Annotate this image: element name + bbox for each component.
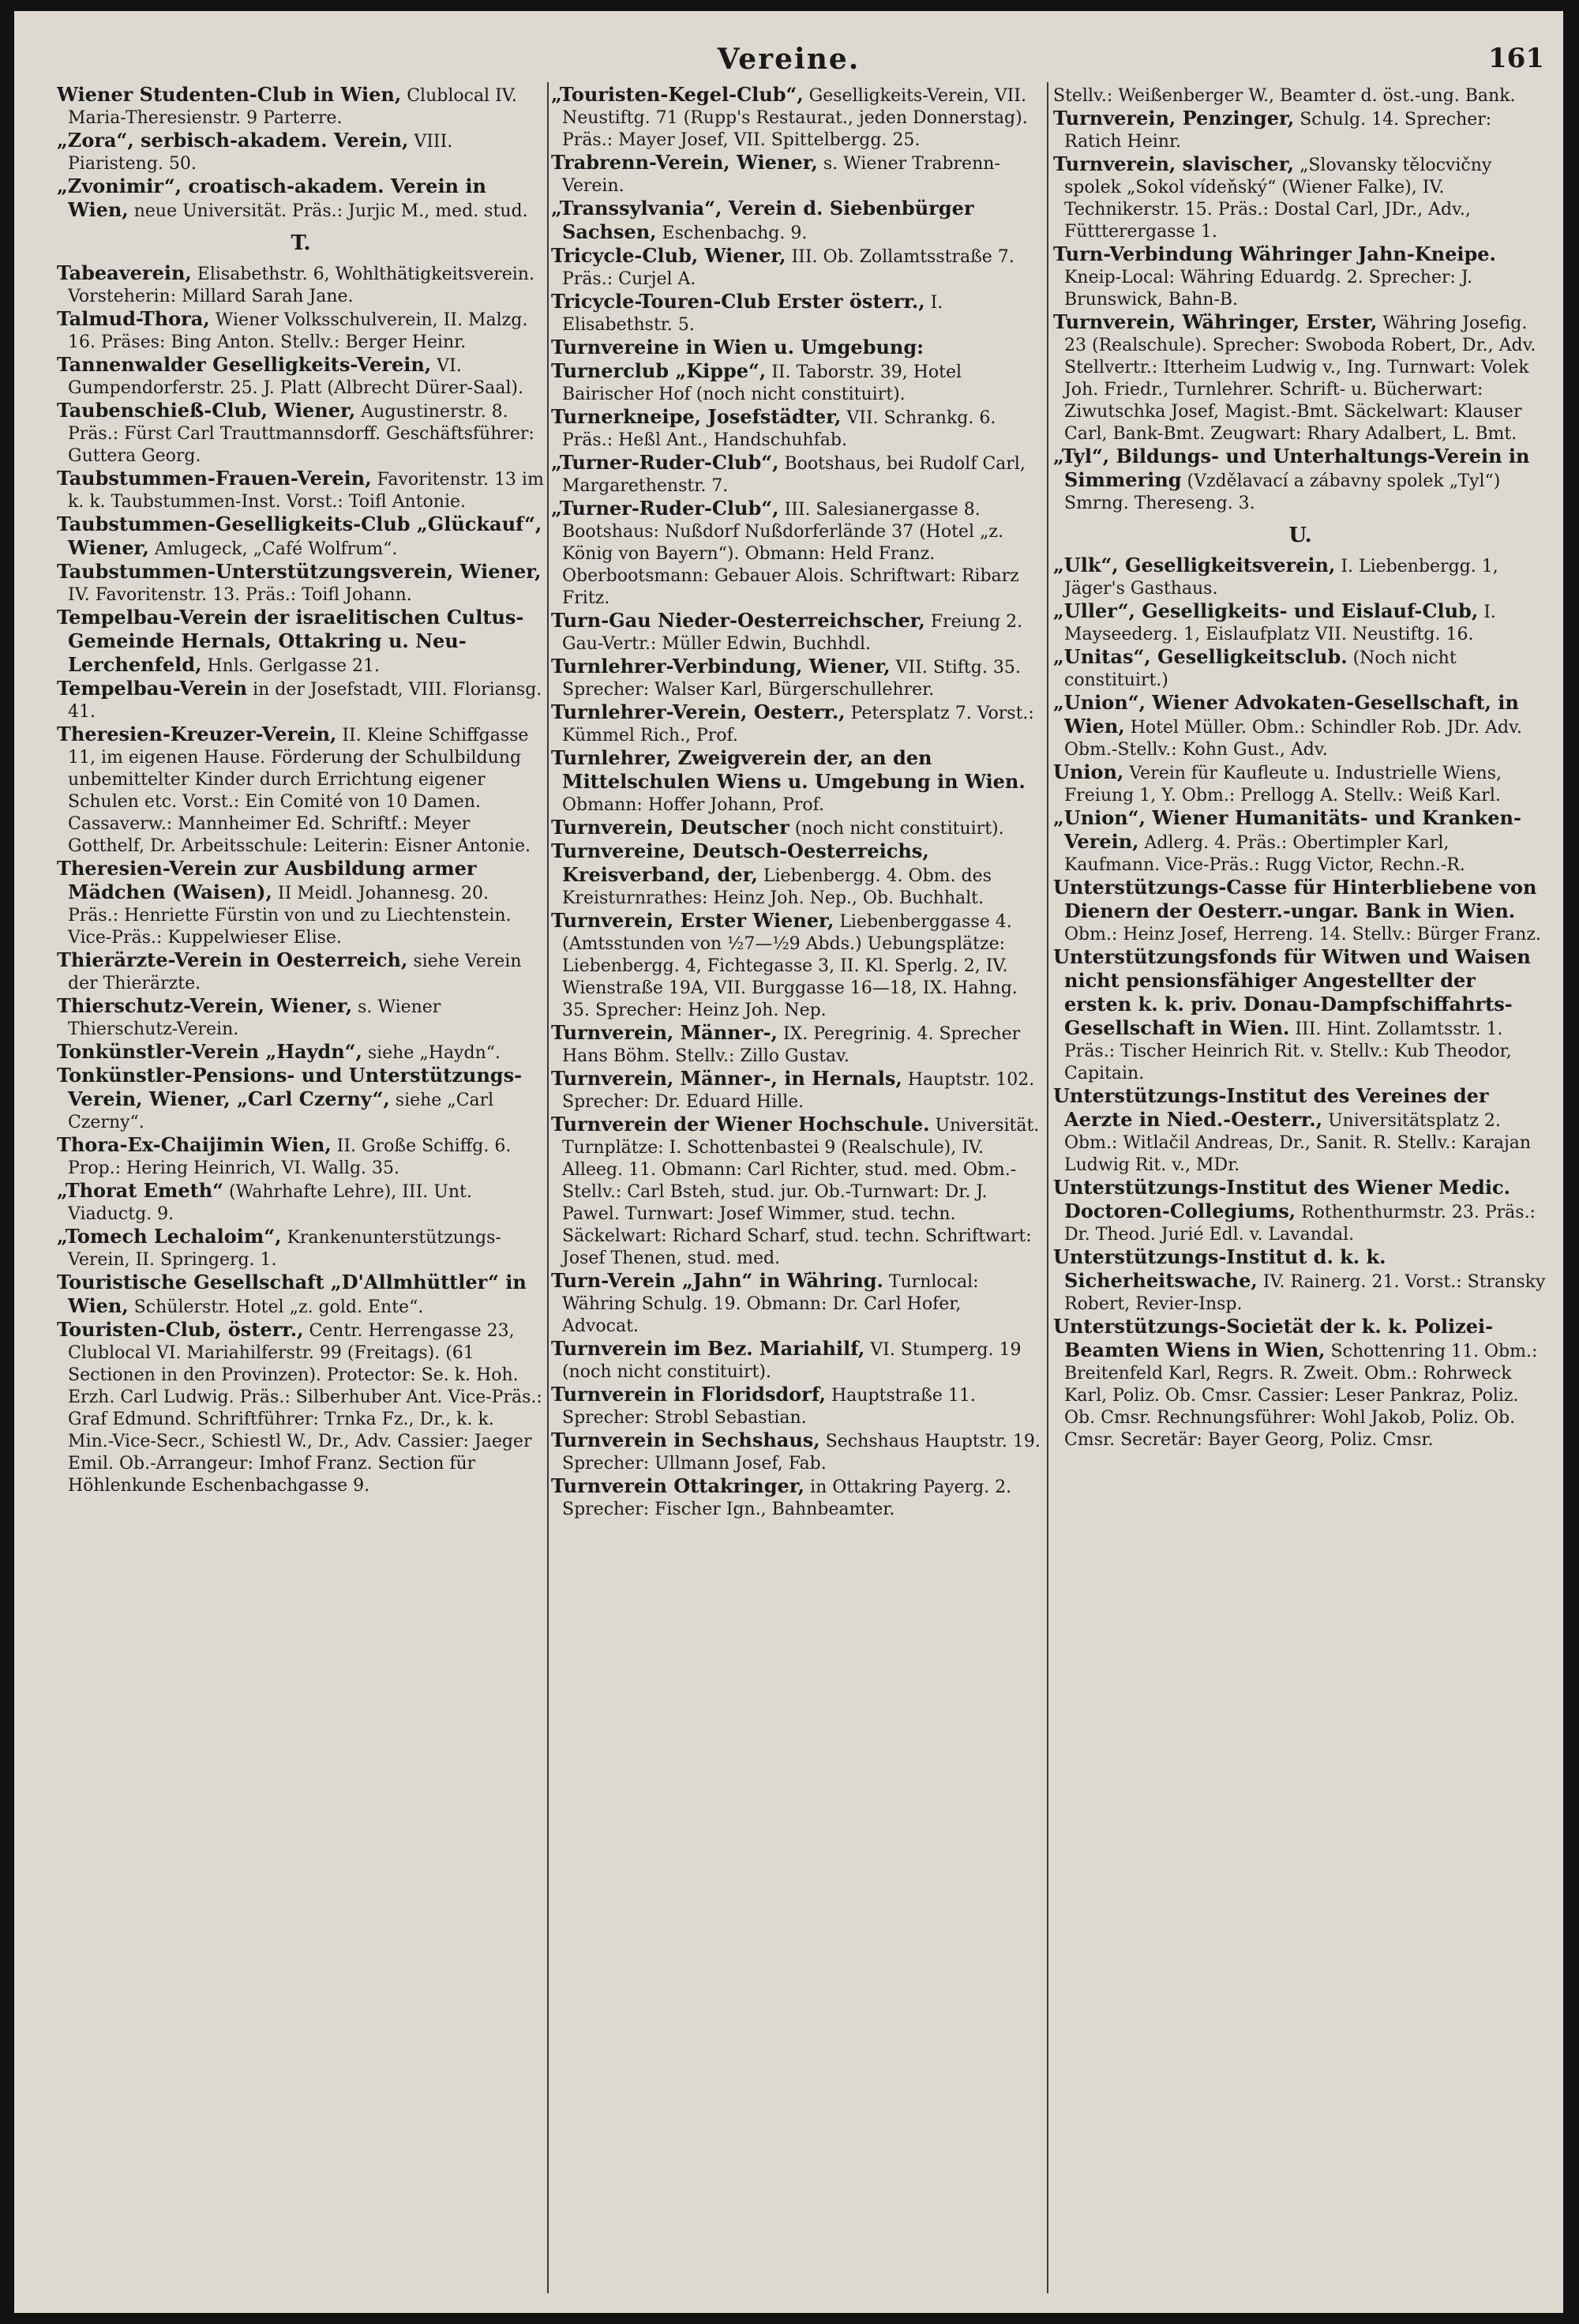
entry-details: Universität. Turnplätze: I. Schottenbastei 9 (Realschule), IV. Alleeg. 11. Obmann: Carl Richter, stud. med. Obm.-Stellv.: Carl Bsteh, stud. jur. Ob.-Turnwart: Dr. J. Pawel. Turnwart: Josef Wimmer, stud. techn. Säckelwart: Richard Scharf, stud. techn. Schriftwart: Josef Thenen, stud. med.: [562, 1116, 1040, 1268]
entry-details: Clublocal IV. Maria-Theresienstr. 9 Parterre.: [68, 86, 517, 128]
directory-entry: [57, 1041, 545, 1064]
directory-entry: [551, 1338, 1041, 1384]
directory-entry: [57, 995, 545, 1041]
entry-details: VII. Stiftg. 35. Sprecher: Walser Karl, Bürgerschullehrer.: [562, 658, 1021, 700]
directory-entry: [1053, 107, 1547, 153]
directory-entry: [1053, 646, 1547, 692]
entry-name: Turnverein, Penzinger,: [1053, 107, 1295, 130]
directory-entry: [57, 1064, 545, 1134]
entry-details: VII. Schrankg. 6. Präs.: Heßl Ant., Handschuhfab.: [562, 408, 996, 450]
entry-name: Turnverein, Erster Wiener,: [551, 909, 835, 932]
page-title: Vereine.: [717, 43, 861, 76]
directory-entry: [551, 747, 1041, 817]
directory-entry: [57, 858, 545, 949]
entry-name: „Tomech Lechaloim“,: [57, 1225, 282, 1248]
directory-entry: [551, 360, 1041, 406]
column-2: [551, 84, 1041, 2295]
entry-details: (Noch nicht constituirt.): [1064, 648, 1457, 690]
entry-details: siehe Verein der Thierärzte.: [68, 952, 522, 993]
directory-entry: [57, 1271, 545, 1319]
entry-details: Amlugeck, „Café Wolfrum“.: [154, 539, 398, 559]
entry-name: Turnlehrer-Verbindung, Wiener,: [551, 655, 891, 678]
column-3: [1053, 84, 1547, 2295]
entry-name: Tricycle-Touren-Club Erster österr.,: [551, 290, 925, 313]
entry-name: „Union“, Wiener Advokaten-Gesellschaft, in Wien,: [1053, 691, 1519, 738]
entry-details: III. Ob. Zollamtsstraße 7. Präs.: Curjel A.: [562, 247, 1015, 289]
entry-name: Union,: [1053, 760, 1124, 783]
entry-details: (Vzdělavací a zábavny spolek „Tyl“) Smrng. Thereseng. 3.: [1064, 471, 1501, 513]
entry-name: Turnverein, Währinger, Erster,: [1053, 310, 1378, 333]
directory-entry: [551, 84, 1041, 152]
entry-name: Taubstummen-Geselligkeits-Club „Glückauf“, Wiener,: [57, 512, 542, 559]
entry-name: Tricycle-Club, Wiener,: [551, 244, 786, 267]
entry-name: Turnvereine, Deutsch-Oesterreichs, Kreisverband, der,: [551, 839, 929, 886]
entry-details: I. Mayseederg. 1, Eislaufplatz VII. Neustiftg. 16.: [1064, 603, 1496, 644]
entry-name: Trabrenn-Verein, Wiener,: [551, 151, 818, 174]
directory-entry: [551, 610, 1041, 655]
entry-details: Augustinerstr. 8. Präs.: Fürst Carl Trauttmannsdorff. Geschäftsführer: Guttera Georg.: [68, 402, 534, 466]
entry-name: Turnverein, Deutscher: [551, 816, 790, 839]
entry-name: Turnvereine in Wien u. Umgebung:: [551, 336, 925, 359]
entry-name: Turnverein im Bez. Mariahilf,: [551, 1337, 865, 1360]
directory-entry: [57, 175, 545, 223]
entry-name: Turnerclub „Kippe“,: [551, 359, 767, 382]
column-1: [57, 84, 545, 2295]
entry-details: Hnls. Gerlgasse 21.: [207, 656, 381, 676]
entry-details: Freiung 2. Gau-Vertr.: Müller Edwin, Buchhdl.: [562, 612, 1023, 654]
entry-name: Thierschutz-Verein, Wiener,: [57, 994, 353, 1017]
entry-name: Turnlehrer-Verein, Oesterr.,: [551, 700, 846, 723]
entry-name: Wiener Studenten-Club in Wien,: [57, 84, 402, 106]
directory-entry: [57, 513, 545, 561]
directory-entry: [551, 406, 1041, 452]
entry-name: Tempelbau-Verein der israelitischen Cultus-Gemeinde Hernals, Ottakring u. Neu-Lerchenfeld,: [57, 606, 524, 676]
entry-name: Turnerkneipe, Josefstädter,: [551, 405, 842, 428]
entry-details: VI. Gumpendorferstr. 25. J. Platt (Albrecht Dürer-Saal).: [68, 356, 523, 398]
entry-details: I. Liebenbergg. 1, Jäger's Gasthaus.: [1064, 557, 1498, 599]
entry-details: Adlerg. 4. Präs.: Obertimpler Karl, Kaufmann. Vice-Präs.: Rugg Victor, Rechn.-R.: [1064, 833, 1465, 875]
entry-name: Turn-Verein „Jahn“ in Währing.: [551, 1269, 883, 1292]
entry-details: Stellv.: Weißenberger W., Beamter d. öst.-ung. Bank.: [1053, 86, 1516, 106]
entry-name: Thierärzte-Verein in Oesterreich,: [57, 948, 408, 971]
directory-entry: [1053, 243, 1547, 311]
entry-details: in der Josefstadt, VIII. Floriansg. 41.: [68, 680, 542, 722]
entry-details: II. Taborstr. 39, Hotel Bairischer Hof (noch nicht constituirt).: [562, 362, 962, 404]
directory-entry: [1053, 1316, 1547, 1451]
entry-details: s. Wiener Trabrenn-Verein.: [562, 154, 1000, 196]
entry-details: Krankenunterstützungs-Verein, II. Springerg. 1.: [68, 1228, 501, 1270]
directory-entry: [57, 723, 545, 858]
entry-details: III. Hint. Zollamtsstr. 1. Präs.: Tischer Heinrich Rit. v. Stellv.: Kub Theodor, Capitain.: [1064, 1019, 1512, 1083]
entry-name: Unterstützungs-Institut d. k. k. Sicherheitswache,: [1053, 1245, 1386, 1292]
directory-entry: [1053, 600, 1547, 646]
directory-entry: [1053, 153, 1547, 243]
section-letter: T.: [291, 231, 311, 255]
directory-entry: [1053, 311, 1547, 445]
entry-name: „Unitas“, Geselligkeitsclub.: [1053, 645, 1348, 668]
entry-details: s. Wiener Thierschutz-Verein.: [68, 997, 441, 1039]
entry-details: Rothenthurmstr. 23. Präs.: Dr. Theod. Jurié Edl. v. Lavandal.: [1064, 1203, 1536, 1245]
entry-name: Unterstützungsfonds für Witwen und Waisen nicht pensionsfähiger Angestellter der ersten k. k. priv. Donau-Dampfschiffahrts-Gesellschaft in Wien.: [1053, 945, 1531, 1039]
entry-name: Turnverein in Floridsdorf,: [551, 1383, 826, 1406]
page-header: [14, 43, 1563, 79]
entry-details: Obm.: Heinz Josef, Herreng. 14. Stellv.: Bürger Franz.: [1064, 925, 1541, 944]
section-letter: U.: [1288, 524, 1312, 547]
directory-entry: [57, 308, 545, 354]
directory-entry: [57, 467, 545, 513]
directory-page: [14, 11, 1563, 2313]
directory-entry: [1053, 1246, 1547, 1316]
entry-name: Turn-Verbindung Währinger Jahn-Kneipe.: [1053, 242, 1496, 265]
entry-details: IV. Favoritenstr. 13. Präs.: Toifl Johann.: [68, 585, 412, 605]
entry-details: Obmann: Hoffer Johann, Prof.: [562, 795, 825, 815]
directory-entry: [551, 1068, 1041, 1113]
directory-entry: [57, 1319, 545, 1497]
directory-entry: [1053, 807, 1547, 877]
directory-entry: [551, 840, 1041, 910]
directory-entry: [551, 655, 1041, 701]
directory-entry: [1053, 445, 1547, 515]
directory-entry: [57, 400, 545, 467]
directory-entry: [1053, 1085, 1547, 1177]
page-number: 161: [1488, 43, 1544, 74]
entry-name: „Transsylvania“, Verein d. Siebenbürger Sachsen,: [551, 197, 974, 243]
entry-name: Turnverein Ottakringer,: [551, 1474, 805, 1497]
entry-details: II. Große Schiffg. 6. Prop.: Hering Heinrich, VI. Wallg. 35.: [68, 1136, 512, 1178]
entry-details: siehe „Haydn“.: [367, 1043, 501, 1063]
entry-details: II. Kleine Schiffgasse 11, im eigenen Hause. Förderung der Schulbildung unbemittelter Kinder durch Errichtung eigener Schulen etc. Vorst.: Ein Comité von 10 Damen. Cassaverw.: Mannheimer Ed. Schriftf.: Meyer Gotthelf, Dr. Arbeitsschule: Leiterin: Eisner Antonie.: [68, 726, 531, 856]
entry-details: Hauptstr. 102. Sprecher: Dr. Eduard Hille.: [562, 1070, 1035, 1112]
entry-details: (noch nicht constituirt).: [794, 819, 1004, 839]
directory-entry: [57, 1134, 545, 1180]
entry-name: „Union“, Wiener Humanitäts- und Kranken-Verein,: [1053, 806, 1521, 853]
entry-name: „Turner-Ruder-Club“,: [551, 497, 779, 520]
entry-details: Favoritenstr. 13 im k. k. Taubstummen-Inst. Vorst.: Toifl Antonie.: [68, 470, 544, 512]
directory-entry: [57, 1226, 545, 1271]
directory-entry: [57, 262, 545, 308]
entry-details: Währing Josefig. 23 (Realschule). Sprecher: Swoboda Robert, Dr., Adv. Stellvertr.: Itterheim Ludwig v., Ing. Turnwart: Volek Joh. Friedr., Turnlehrer. Schrift- u. Bücherwart: Ziwutschka Josef, Magist.-Bmt. Säckelwart: Klauser Carl, Bank-Bmt. Zeugwart: Rhary Adalbert, L. Bmt.: [1064, 313, 1536, 444]
entry-name: Turnlehrer, Zweigverein der, an den Mittelschulen Wiens u. Umgebung in Wien.: [551, 746, 1026, 793]
directory-entry: [551, 245, 1041, 291]
directory-entry: [551, 336, 1041, 360]
entry-details: Hotel Müller. Obm.: Schindler Rob. JDr. Adv. Obm.-Stellv.: Kohn Gust., Adv.: [1064, 718, 1522, 760]
directory-entry: [551, 197, 1041, 245]
directory-entry: [551, 910, 1041, 1022]
entry-name: Turnverein, slavischer,: [1053, 152, 1294, 175]
entry-details: Elisabethstr. 6, Wohlthätigkeitsverein. Vorsteherin: Millard Sarah Jane.: [68, 265, 534, 306]
entry-details: Eschenbachg. 9.: [662, 223, 808, 243]
entry-name: Unterstützungs-Casse für Hinterbliebene von Dienern der Oesterr.-ungar. Bank in Wien.: [1053, 876, 1537, 922]
directory-entry: [1053, 877, 1547, 946]
entry-name: Talmud-Thora,: [57, 307, 210, 330]
entry-details: II Meidl. Johannesg. 20. Präs.: Henriette Fürstin von und zu Liechtenstein. Vice-Präs.: Kuppelwieser Elise.: [68, 884, 512, 948]
entry-details: Sechshaus Hauptstr. 19. Sprecher: Ullmann Josef, Fab.: [562, 1432, 1041, 1474]
directory-entry: [57, 130, 545, 175]
directory-entry: [551, 1429, 1041, 1475]
entry-details: III. Salesianergasse 8. Bootshaus: Nußdorf Nußdorferlände 37 (Hotel „z. König von Bayern“). Obmann: Held Franz. Oberbootsmann: Gebauer Alois. Schriftwart: Ribarz Fritz.: [562, 500, 1019, 608]
entry-name: Tabeaverein,: [57, 261, 192, 284]
directory-entry: [1053, 761, 1547, 807]
entry-name: „Uller“, Geselligkeits- und Eislauf-Club,: [1053, 599, 1479, 622]
entry-name: Theresien-Kreuzer-Verein,: [57, 723, 337, 745]
directory-entry: [57, 678, 545, 723]
entry-name: „Ulk“, Geselligkeitsverein,: [1053, 554, 1336, 576]
directory-entry: [1053, 84, 1547, 107]
entry-details: IX. Peregrinig. 4. Sprecher Hans Böhm. Stellv.: Zillo Gustav.: [562, 1024, 1021, 1066]
entry-details: Centr. Herrengasse 23, Clublocal VI. Mariahilferstr. 99 (Freitags). (61 Sectionen in den Provinzen). Protector: Se. k. Hoh. Erzh. Carl Ludwig. Präs.: Silberhuber Ant. Vice-Präs.: Graf Edmund. Schriftführer: Trnka Fz., Dr., k. k. Min.-Vice-Secr., Schiestl W., Dr., Adv. Cassier: Jaeger Emil. Ob.-Arrangeur: Imhof Franz. Section für Höhlenkunde Eschenbachgasse 9.: [68, 1321, 542, 1496]
directory-entry: [57, 561, 545, 606]
entry-name: „Turner-Ruder-Club“,: [551, 451, 779, 474]
entry-name: „Touristen-Kegel-Club“,: [551, 84, 804, 106]
directory-entry: [551, 817, 1041, 840]
entry-details: Petersplatz 7. Vorst.: Kümmel Rich., Prof.: [562, 704, 1034, 745]
directory-entry: [551, 452, 1041, 497]
column-divider: [1047, 82, 1048, 2293]
entry-name: „Thorat Emeth“: [57, 1179, 223, 1202]
entry-details: Schottenring 11. Obm.: Breitenfeld Karl, Regrs. R. Zweit. Obm.: Rohrweck Karl, Poliz. Ob. Cmsr. Cassier: Leser Pankraz, Poliz. Ob. Cmsr. Rechnungsführer: Wohl Jakob, Poliz. Ob. Cmsr. Secretär: Bayer Georg, Poliz. Cmsr.: [1064, 1342, 1538, 1450]
entry-details: Turnlocal: Währing Schulg. 19. Obmann: Dr. Carl Hofer, Advocat.: [562, 1272, 979, 1336]
entry-name: Turnverein, Männer-, in Hernals,: [551, 1067, 902, 1090]
entry-details: Geselligkeits-Verein, VII. Neustiftg. 71 (Rupp's Restaurat., jeden Donnerstag). Präs.: Mayer Josef, VII. Spittelbergg. 25.: [562, 86, 1028, 150]
entry-details: neue Universität. Präs.: Jurjic M., med. stud.: [133, 201, 528, 221]
directory-entry: [551, 701, 1041, 747]
directory-entry: [57, 84, 545, 130]
entry-name: „Zora“, serbisch-akadem. Verein,: [57, 129, 409, 152]
directory-entry: [551, 1270, 1041, 1338]
directory-entry: [1053, 554, 1547, 600]
directory-entry: [57, 949, 545, 995]
column-divider: [547, 82, 549, 2293]
entry-details: Universitätsplatz 2. Obm.: Witlačil Andreas, Dr., Sanit. R. Stellv.: Karajan Ludwig Rit. v., MDr.: [1064, 1111, 1532, 1175]
entry-details: VI. Stumperg. 19 (noch nicht constituirt).: [562, 1340, 1022, 1382]
entry-name: Taubenschieß-Club, Wiener,: [57, 399, 356, 422]
entry-name: „Tyl“, Bildungs- und Unterhaltungs-Verein in Simmering: [1053, 445, 1530, 491]
entry-name: Tonkünstler-Verein „Haydn“,: [57, 1040, 362, 1063]
entry-name: Tempelbau-Verein: [57, 677, 248, 700]
directory-entry: [551, 1384, 1041, 1429]
directory-entry: [1053, 692, 1547, 761]
entry-name: Taubstummen-Frauen-Verein,: [57, 467, 372, 490]
entry-name: Tannenwalder Geselligkeits-Verein,: [57, 353, 432, 376]
entry-details: Hauptstraße 11. Sprecher: Strobl Sebastian.: [562, 1386, 976, 1428]
entry-details: Kneip-Local: Währing Eduardg. 2. Sprecher: J. Brunswick, Bahn-B.: [1064, 268, 1472, 310]
entry-name: Theresien-Verein zur Ausbildung armer Mädchen (Waisen),: [57, 857, 477, 903]
entry-details: Schulg. 14. Sprecher: Ratich Heinr.: [1064, 110, 1492, 152]
entry-name: Thora-Ex-Chaijimin Wien,: [57, 1133, 332, 1156]
entry-details: IV. Rainerg. 21. Vorst.: Stransky Robert, Revier-Insp.: [1064, 1272, 1546, 1314]
entry-name: Unterstützungs-Societät der k. k. Polizei-Beamten Wiens in Wien,: [1053, 1315, 1494, 1361]
entry-details: VIII. Piaristeng. 50.: [68, 132, 453, 174]
entry-name: Turnverein, Männer-,: [551, 1021, 778, 1044]
directory-entry: [551, 1113, 1041, 1270]
entry-name: Unterstützungs-Institut des Vereines der Aerzte in Nied.-Oesterr.,: [1053, 1084, 1489, 1131]
directory-entry: [1053, 1177, 1547, 1246]
entry-details: siehe „Carl Czerny“.: [68, 1091, 494, 1132]
entry-name: Taubstummen-Unterstützungsverein, Wiener,: [57, 560, 542, 583]
entry-details: Schülerstr. Hotel „z. gold. Ente“.: [133, 1297, 424, 1317]
entry-details: Wiener Volksschulverein, II. Malzg. 16. Präses: Bing Anton. Stellv.: Berger Heinr.: [68, 310, 528, 352]
directory-entry: [1053, 946, 1547, 1085]
entry-name: Turn-Gau Nieder-Oesterreichscher,: [551, 609, 925, 632]
directory-entry: [551, 1475, 1041, 1521]
entry-name: Touristen-Club, österr.,: [57, 1318, 304, 1341]
entry-name: Touristische Gesellschaft „D'Allmhüttler“ in Wien,: [57, 1271, 527, 1317]
directory-entry: [57, 606, 545, 678]
directory-entry: [551, 497, 1041, 610]
entry-name: Unterstützungs-Institut des Wiener Medic. Doctoren-Collegiums,: [1053, 1176, 1510, 1222]
directory-entry: [57, 354, 545, 400]
directory-entry: [551, 152, 1041, 197]
directory-entry: [57, 1180, 545, 1226]
entry-details: Liebenbergg. 4. Obm. des Kreisturnrathes: Heinz Joh. Nep., Ob. Buchhalt.: [562, 866, 992, 908]
entry-details: Bootshaus, bei Rudolf Carl, Margarethenstr. 7.: [562, 454, 1026, 496]
entry-name: Turnverein in Sechshaus,: [551, 1429, 820, 1451]
entry-name: „Zvonimir“, croatisch-akadem. Verein in Wien,: [57, 175, 486, 221]
entry-details: Liebenberggasse 4. (Amtsstunden von ½7—½9 Abds.) Uebungsplätze: Liebenbergg. 4, Fichtegasse 3, II. Kl. Sperlg. 2, IV. Wienstraße 19A, VII. Burggasse 16—18, IX. Hahng. 35. Sprecher: Heinz Joh. Nep.: [562, 912, 1018, 1020]
directory-entry: [551, 1022, 1041, 1068]
entry-name: Tonkünstler-Pensions- und Unterstützungs-Verein, Wiener, „Carl Czerny“,: [57, 1064, 523, 1110]
directory-entry: [551, 291, 1041, 336]
entry-details: I. Elisabethstr. 5.: [562, 293, 943, 335]
entry-details: „Slovansky tělocvičny spolek „Sokol vídeňský“ (Wiener Falke), IV. Technikerstr. 15. Präs.: Dostal Carl, JDr., Adv., Füttterergasse 1.: [1064, 156, 1492, 242]
entry-details: Verein für Kaufleute u. Industrielle Wiens, Freiung 1, Y. Obm.: Prellogg A. Stellv.: Weiß Karl.: [1064, 764, 1502, 805]
entry-details: (Wahrhafte Lehre), III. Unt. Viaductg. 9.: [68, 1182, 472, 1224]
entry-name: Turnverein der Wiener Hochschule.: [551, 1113, 930, 1136]
entry-details: in Ottakring Payerg. 2. Sprecher: Fischer Ign., Bahnbeamter.: [562, 1477, 1012, 1519]
